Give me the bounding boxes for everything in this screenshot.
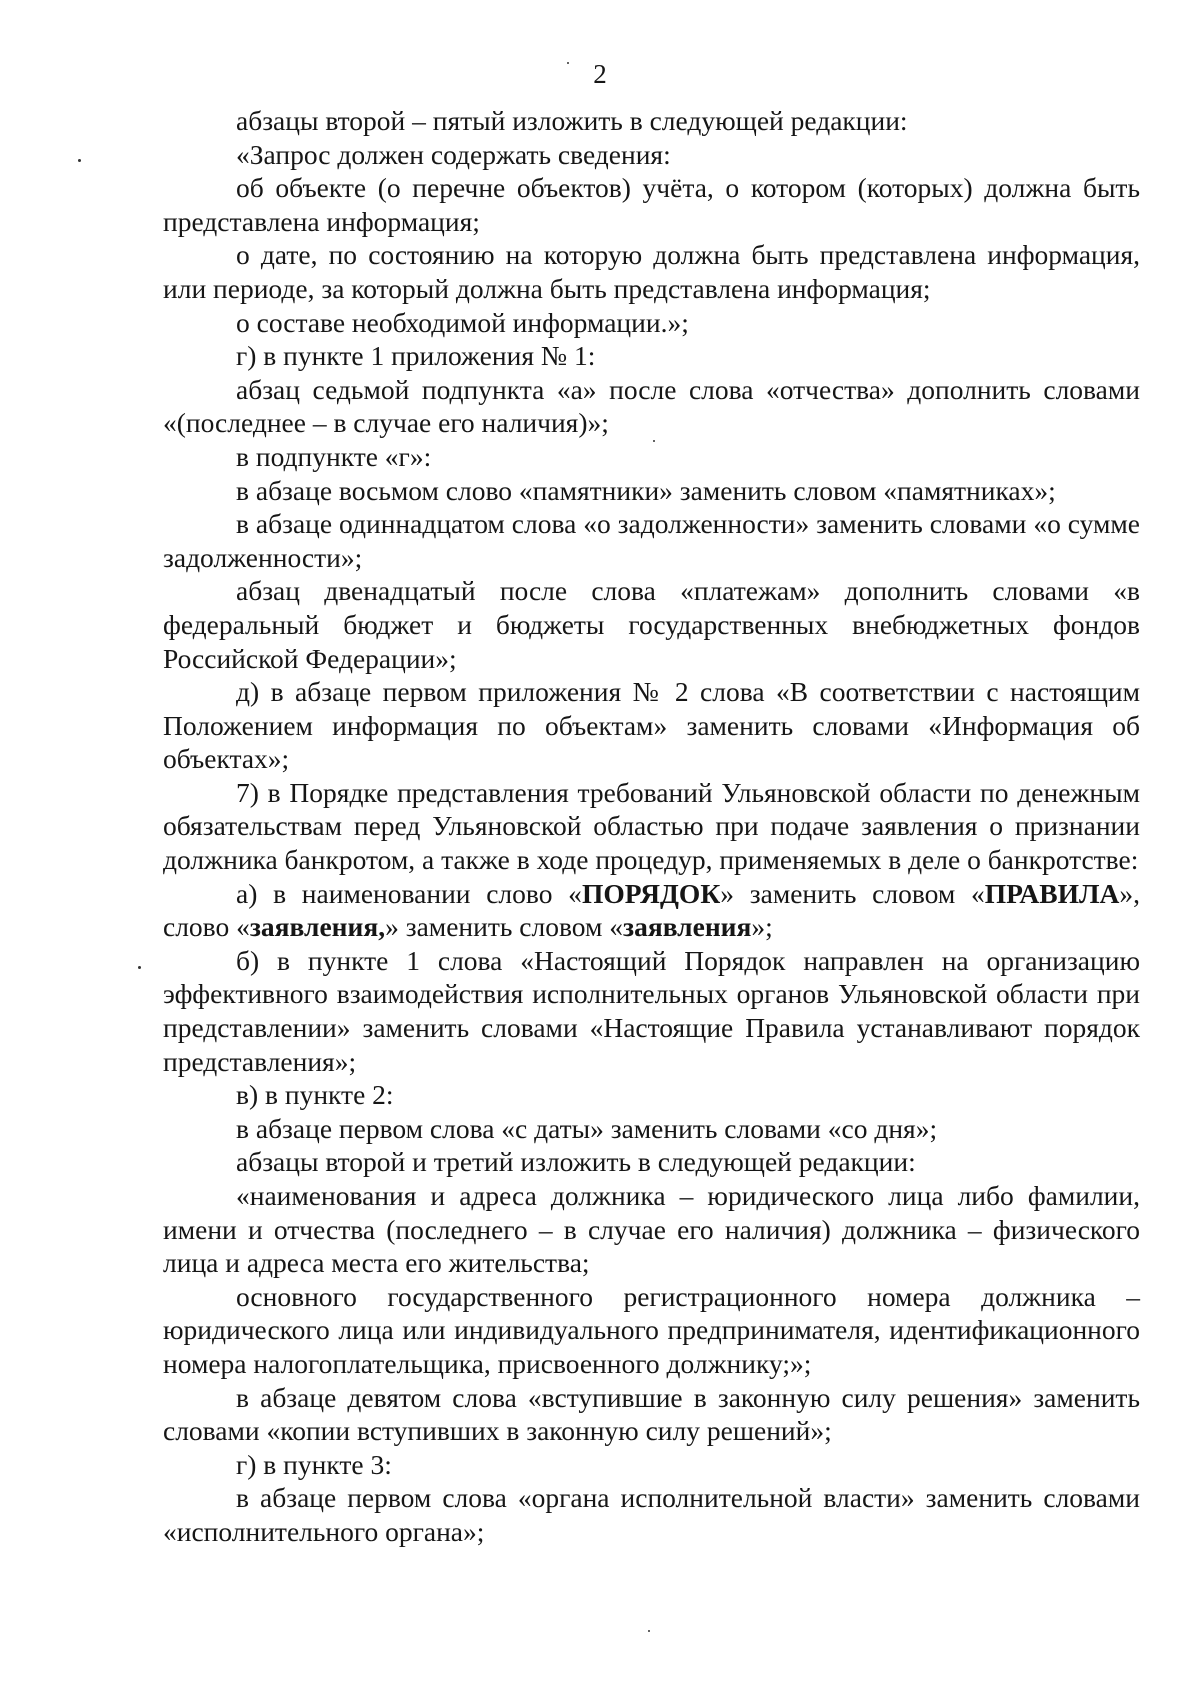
- scan-speck: [138, 966, 141, 969]
- paragraph: в) в пункте 2:: [236, 1079, 394, 1111]
- paragraph: «Запрос должен содержать сведения:: [236, 138, 671, 170]
- text-fragment: »;: [751, 911, 773, 943]
- paragraph: абзац двенадцатый после слова «платежам» дополнить словами «в федеральный бюджет и бюджеты государственных внебюджетных фондов Российской Федерации»;: [163, 575, 1140, 674]
- scan-speck: [567, 62, 569, 64]
- page-number: 2: [593, 59, 607, 89]
- document-body: [163, 104, 1140, 1549]
- paragraph: 7) в Порядке представления требований Ульяновской области по денежным обязательствам перед Ульяновской областью при подаче заявления о признании должника банкротом, а также в ходе процедур, применяемых в деле о банкротстве:: [163, 776, 1140, 876]
- scan-speck: [648, 1630, 650, 1632]
- paragraph: г) в пункте 1 приложения № 1:: [236, 340, 596, 372]
- paragraph: о составе необходимой информации.»;: [236, 306, 689, 338]
- paragraph: в абзаце восьмом слово «памятники» заменить словом «памятниках»;: [236, 474, 1056, 506]
- paragraph: в абзаце первом слова «с даты» заменить словами «со дня»;: [236, 1112, 938, 1144]
- bold-term: заявления,: [249, 911, 386, 943]
- text-fragment: », слово «: [163, 877, 1140, 943]
- paragraph: в абзаце девятом слова «вступившие в законную силу решения» заменить словами «копии вступивших в законную силу решений»;: [163, 1381, 1140, 1447]
- paragraph: абзацы второй и третий изложить в следующей редакции:: [236, 1146, 916, 1178]
- paragraph: б) в пункте 1 слова «Настоящий Порядок направлен на организацию эффективного взаимодействия исполнительных органов Ульяновской области при представлении» заменить словами «Настоящие Правила устанавливают порядок представления»;: [163, 944, 1140, 1077]
- paragraph: абзацы второй – пятый изложить в следующей редакции:: [236, 105, 908, 136]
- paragraph-amendment-a: [163, 877, 1140, 944]
- text-fragment: » заменить словом «: [720, 877, 985, 909]
- bold-term: заявления: [623, 911, 752, 943]
- scan-speck: [653, 440, 655, 442]
- paragraph: г) в пункте 3:: [236, 1448, 392, 1480]
- paragraph: об объекте (о перечне объектов) учёта, о котором (которых) должна быть представлена информация;: [163, 172, 1140, 237]
- paragraph: д) в абзаце первом приложения № 2 слова «В соответствии с настоящим Положением информация по объектам» заменить словами «Информация об объектах»;: [163, 676, 1140, 775]
- paragraph: в подпункте «г»:: [236, 440, 432, 472]
- paragraph: о дате, по состоянию на которую должна быть представлена информация, или периоде, за который должна быть представлена информация;: [163, 239, 1140, 304]
- text-fragment: а) в наименовании слово «: [236, 877, 582, 909]
- scan-speck: [78, 159, 81, 162]
- text-fragment: » заменить словом «: [385, 911, 624, 943]
- paragraph: основного государственного регистрационного номера должника – юридического лица или индивидуального предпринимателя, идентификационного номера налогоплательщика, присвоенного должнику;»;: [163, 1280, 1140, 1379]
- bold-term: ПРАВИЛА: [984, 877, 1120, 909]
- paragraph: в абзаце первом слова «органа исполнительной власти» заменить словами «исполнительного органа»;: [163, 1482, 1140, 1547]
- paragraph: в абзаце одиннадцатом слова «о задолженности» заменить словами «о сумме задолженности»;: [163, 508, 1140, 573]
- paragraph: «наименования и адреса должника – юридического лица либо фамилии, имени и отчества (последнего – в случае его наличия) должника – физического лица и адреса места его жительства;: [163, 1180, 1140, 1279]
- bold-term: ПОРЯДОК: [581, 877, 721, 909]
- paragraph: абзац седьмой подпункта «а» после слова «отчества» дополнить словами «(последнее – в случае его наличия)»;: [163, 373, 1140, 439]
